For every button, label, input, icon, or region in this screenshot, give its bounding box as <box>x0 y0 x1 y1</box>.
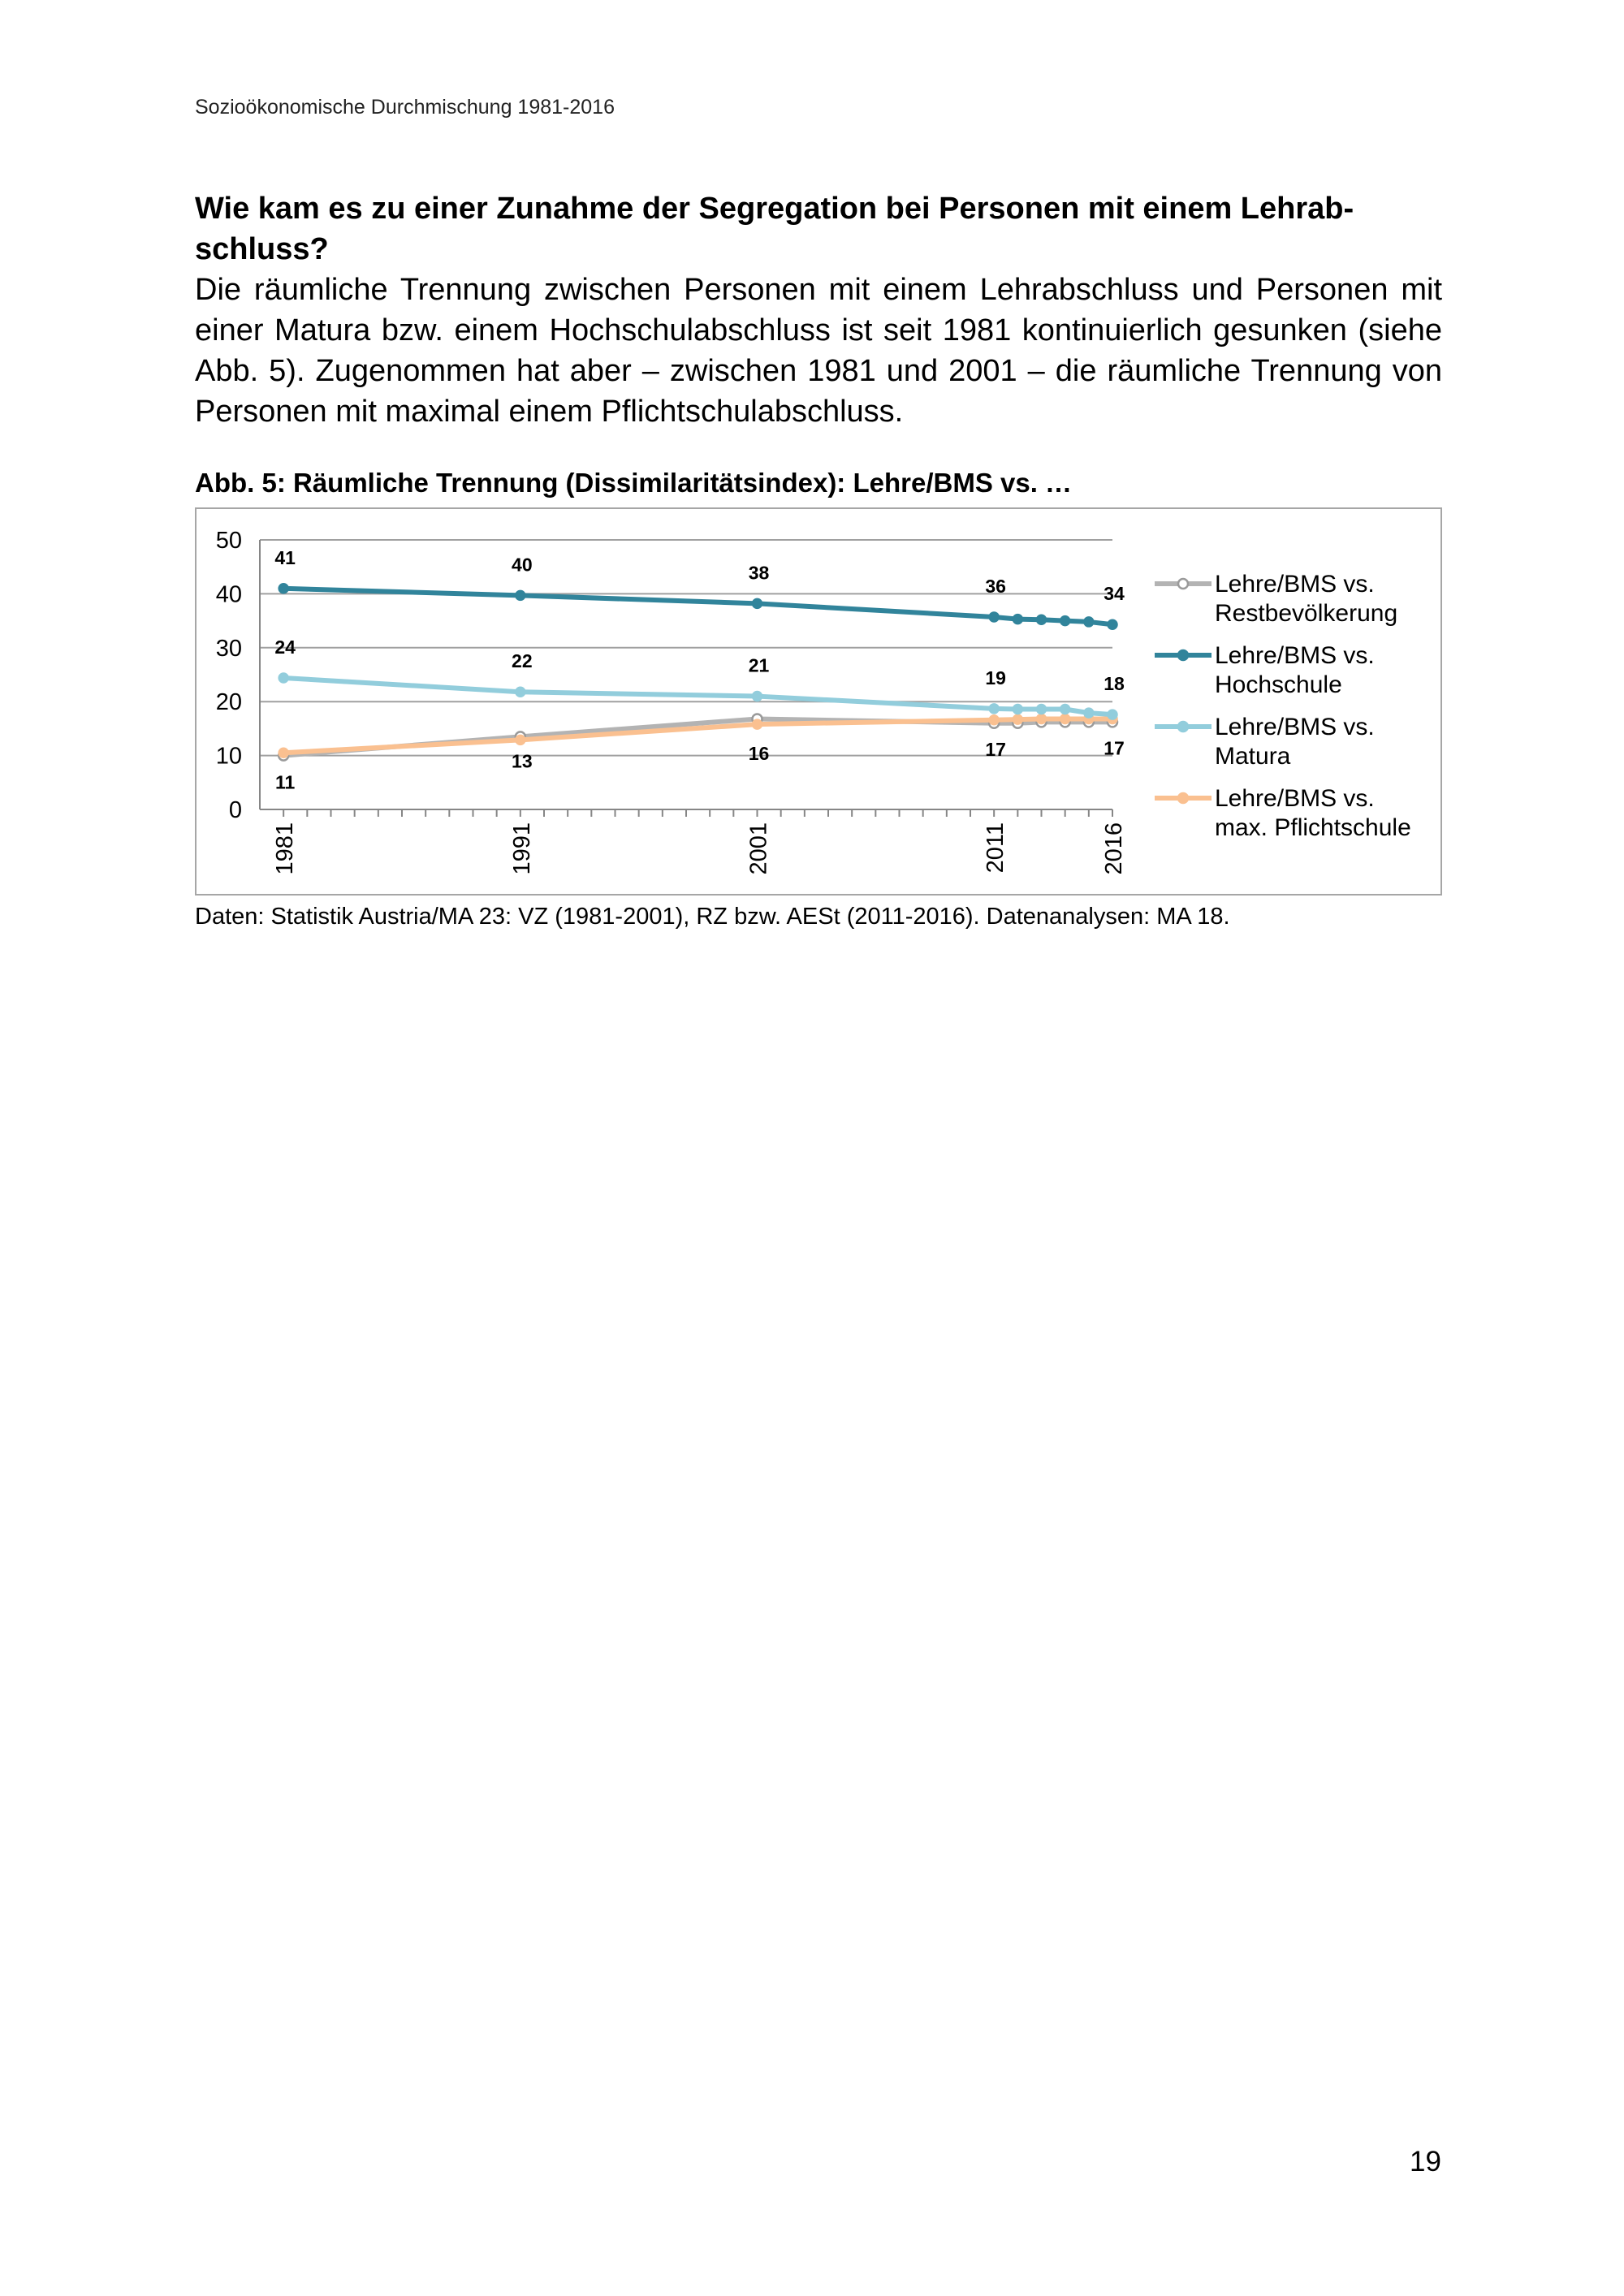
data-label: 17 <box>1104 737 1125 759</box>
y-tick-label: 20 <box>215 689 242 716</box>
data-point <box>1060 616 1070 626</box>
data-point <box>989 612 999 622</box>
legend-label: Lehre/BMS vs. <box>1215 642 1375 669</box>
data-label: 22 <box>512 650 533 672</box>
data-label: 40 <box>512 554 533 576</box>
x-tick-label: 2001 <box>745 822 772 875</box>
data-point <box>1084 617 1094 627</box>
legend-label: Matura <box>1215 743 1291 770</box>
data-point <box>1013 704 1022 714</box>
data-label: 24 <box>274 636 296 658</box>
data-point <box>1037 615 1047 624</box>
legend-label: Lehre/BMS vs. <box>1215 714 1375 740</box>
data-label: 38 <box>748 562 770 584</box>
data-point <box>516 687 525 697</box>
y-tick-label: 0 <box>228 797 242 823</box>
data-point <box>989 715 999 725</box>
data-label: 13 <box>512 750 533 772</box>
page-number: 19 <box>1410 2146 1441 2177</box>
data-point <box>1037 704 1047 714</box>
data-label: 21 <box>748 654 770 676</box>
data-point <box>279 673 288 683</box>
legend-swatch-marker <box>1178 650 1188 660</box>
data-point <box>516 590 525 600</box>
y-tick-label: 40 <box>215 581 242 608</box>
data-point <box>989 704 999 714</box>
data-point <box>753 719 762 729</box>
legend-label: Lehre/BMS vs. <box>1215 785 1375 812</box>
data-point <box>516 735 525 744</box>
x-tick-label: 2016 <box>1101 822 1127 875</box>
legend-label: Hochschule <box>1215 671 1342 698</box>
data-label: 18 <box>1104 673 1125 695</box>
data-point <box>753 598 762 608</box>
data-point <box>279 748 288 757</box>
data-point <box>1060 704 1070 714</box>
data-label: 17 <box>985 738 1006 760</box>
chart-frame <box>195 507 1442 896</box>
data-label: 11 <box>275 771 296 793</box>
data-point <box>279 584 288 593</box>
data-point <box>1013 615 1022 624</box>
source-note: Daten: Statistik Austria/MA 23: VZ (1981-2001), RZ bzw. AESt (2011-2016). Datenanalysen: MA 18. <box>195 904 1230 930</box>
data-label: 41 <box>274 546 296 568</box>
x-tick-label: 2011 <box>983 822 1009 874</box>
section-heading: Wie kam es zu einer Zunahme der Segregation bei Personen mit einem Lehrab-schluss? <box>195 192 1354 266</box>
data-point <box>1084 708 1094 718</box>
y-tick-label: 30 <box>215 635 242 662</box>
data-label: 16 <box>748 743 770 765</box>
running-header: Sozioökonomische Durchmischung 1981-2016 <box>195 96 615 119</box>
data-point <box>1108 619 1117 629</box>
data-label: 19 <box>985 667 1006 688</box>
data-point <box>1037 714 1047 723</box>
y-tick-label: 50 <box>215 528 242 554</box>
body-paragraph: Die räumliche Trennung zwischen Personen mit einem Lehrabschluss und Personen mit einer Matura bzw. einem Hochschulabschluss ist seit 1981 kontinuierlich gesunken (siehe Abb. 5). Zugenommen hat aber – zwischen 1981 und 2001 – die räumliche Trennung von Personen mit maximal einem Pflichtschulabschluss. <box>195 273 1442 429</box>
y-tick-label: 10 <box>215 743 242 770</box>
data-label: 36 <box>985 575 1006 597</box>
legend-swatch-marker <box>1178 722 1188 732</box>
data-point <box>1060 714 1070 723</box>
legend-swatch-marker <box>1178 793 1188 803</box>
x-tick-label: 1981 <box>272 822 299 875</box>
data-label: 34 <box>1104 583 1125 605</box>
line-chart <box>197 509 1440 894</box>
data-point <box>1013 714 1022 724</box>
legend-swatch-marker <box>1178 579 1188 589</box>
x-tick-label: 1991 <box>508 822 535 875</box>
legend-label: Restbevölkerung <box>1215 600 1398 627</box>
legend-label: Lehre/BMS vs. <box>1215 571 1375 598</box>
data-point <box>753 692 762 701</box>
figure-caption: Abb. 5: Räumliche Trennung (Dissimilaritätsindex): Lehre/BMS vs. … <box>195 468 1073 498</box>
data-point <box>1108 710 1117 719</box>
legend-label: max. Pflichtschule <box>1215 814 1411 841</box>
